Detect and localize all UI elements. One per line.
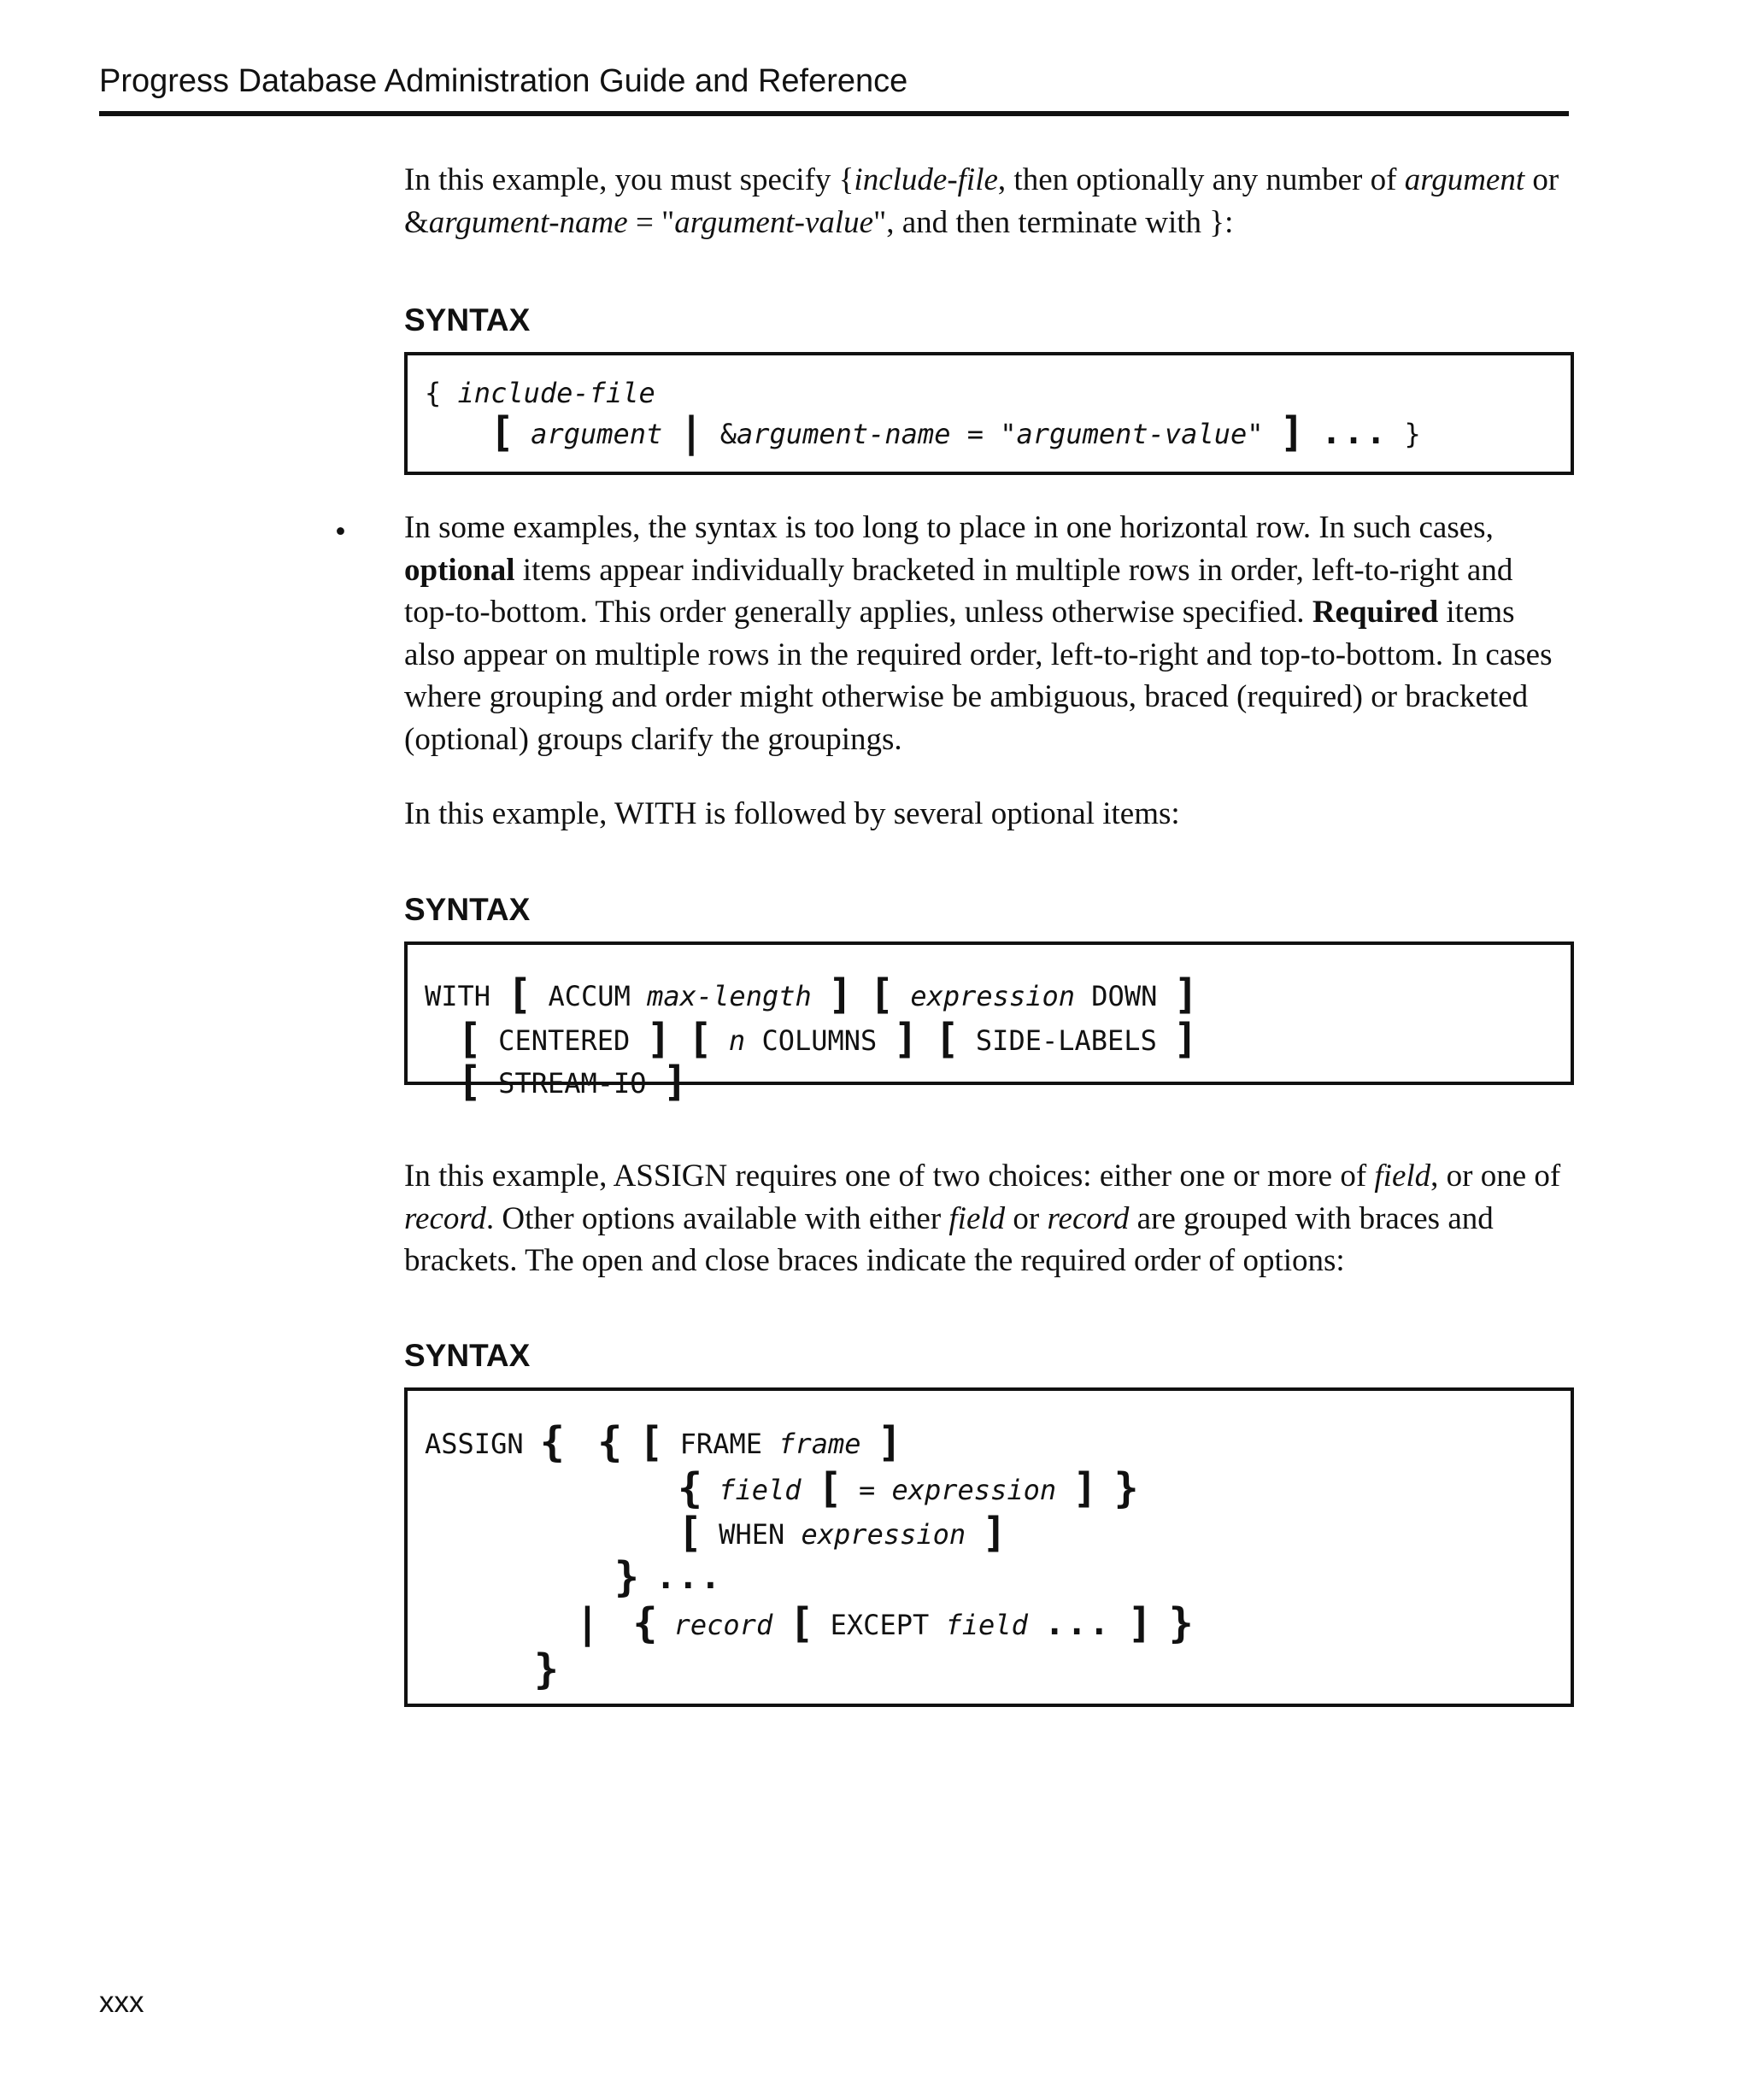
syntax3-line-1: ASSIGN { { [ FRAME frame ] <box>425 1418 902 1466</box>
syntax-box-assign <box>404 1387 1574 1707</box>
running-header: Progress Database Administration Guide and Reference <box>99 63 908 99</box>
intro-paragraph: In this example, you must specify {include-file, then optionally any number of argument or &argument-name = "argument-value", and then terminate with }: <box>404 162 1559 240</box>
syntax3-line-5: | { record [ EXCEPT field ... ] } <box>575 1599 1194 1647</box>
syntax2-line-1: WITH [ ACCUM max-length ] [ expression DOWN ] <box>425 971 1199 1018</box>
syntax3-line-4: } ... <box>614 1553 723 1601</box>
syntax-box-with <box>404 941 1574 1106</box>
assign-intro-paragraph: In this example, ASSIGN requires one of two choices: either one or more of field, or one of record. Other options available with either field or record are grouped with braces and brackets. The open and close braces indicate the required order of options: <box>404 1159 1561 1278</box>
syntax3-line-6: } <box>534 1645 559 1693</box>
syntax-heading-3: SYNTAX <box>404 1338 531 1373</box>
syntax2-line-2: [ CENTERED ] [ n COLUMNS ] [ SIDE-LABELS ] <box>457 1015 1198 1063</box>
syntax3-line-3: [ WHEN expression ] <box>678 1509 1007 1557</box>
page-number: xxx <box>99 1986 144 2019</box>
header-rule <box>99 111 1569 116</box>
bullet-mark: • <box>335 514 346 549</box>
syntax-heading-1: SYNTAX <box>404 302 531 337</box>
bullet-paragraph: In some examples, the syntax is too long to place in one horizontal row. In such cases, optional items appear individually bracketed in multiple rows in order, left-to-right and top-to-bottom. This order generally applies, unless otherwise specified. Required items also appear on multiple rows in the required order, left-to-right and top-to-bottom. In cases where grouping and order might otherwise be ambiguous, braced (required) or bracketed (optional) groups clarify the groupings. <box>404 510 1553 757</box>
syntax-heading-2: SYNTAX <box>404 892 531 927</box>
syntax3-line-2: { field [ = expression ] } <box>678 1464 1139 1512</box>
syntax1-line-1: { include-file <box>425 377 655 409</box>
with-intro-paragraph: In this example, WITH is followed by several optional items: <box>404 796 1180 831</box>
syntax-box-include-file <box>404 352 1574 475</box>
syntax1-line-2: [ argument | &argument-name = "argument-value" ] ... } <box>490 408 1421 456</box>
syntax2-line-3: [ STREAM-IO ] <box>457 1058 688 1106</box>
